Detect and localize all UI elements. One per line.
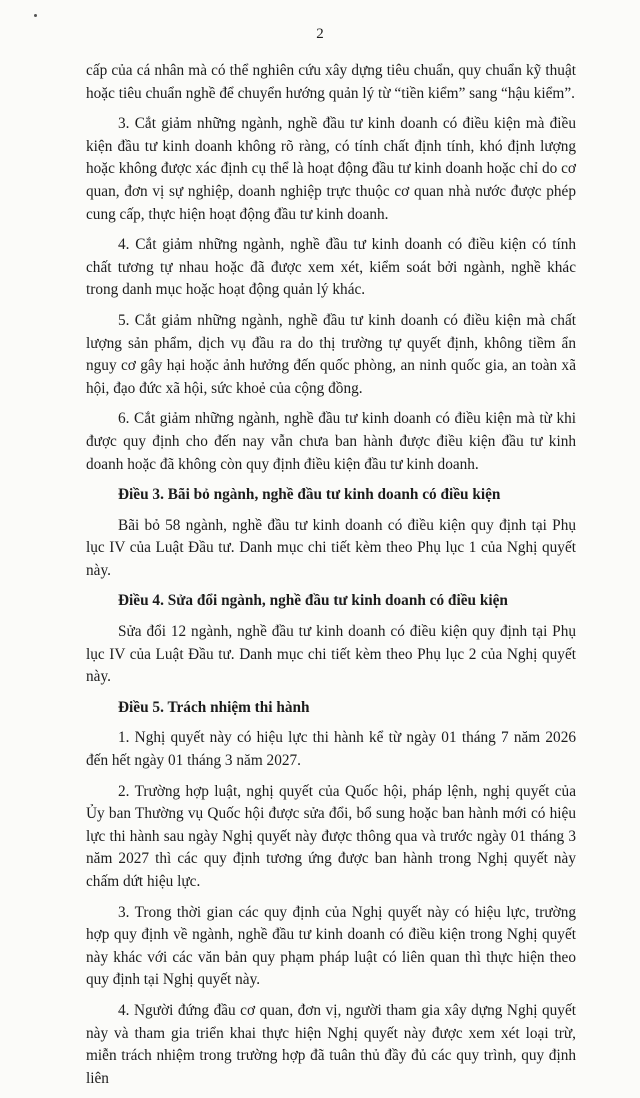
article-heading: Điều 3. Bãi bỏ ngành, nghề đầu tư kinh doanh có điều kiện xyxy=(118,486,501,504)
paragraph: 4. Cắt giảm những ngành, nghề đầu tư kinh doanh có điều kiện có tính chất tương tự nhau hoặc đã được xem xét, kiểm soát bởi ngành, nghề khác trong danh mục hoặc hoạt động quản lý khác. xyxy=(86,236,576,299)
paragraph: 1. Nghị quyết này có hiệu lực thi hành kể từ ngày 01 tháng 7 năm 2026 đến hết ngày 01 tháng 3 năm 2027. xyxy=(86,729,576,770)
document-body xyxy=(86,60,576,1098)
paragraph: 4. Người đứng đầu cơ quan, đơn vị, người tham gia xây dựng Nghị quyết này và tham gia triển khai thực hiện Nghị quyết này được xem xét loại trừ, miễn trách nhiệm trong trường hợp đã tuân thủ đầy đủ các quy trình, quy định liên xyxy=(86,1001,576,1087)
paragraph: 2. Trường hợp luật, nghị quyết của Quốc hội, pháp lệnh, nghị quyết của Ủy ban Thường vụ Quốc hội được sửa đổi, bổ sung hoặc ban hành mới có hiệu lực thi hành sau ngày Nghị quyết này được thông qua và trước ngày 01 tháng 3 năm 2027 thì các quy định tương ứng được ban hành trong Nghị quyết này chấm dứt hiệu lực. xyxy=(86,782,576,890)
paragraph: 3. Trong thời gian các quy định của Nghị quyết này có hiệu lực, trường hợp quy định về ngành, nghề đầu tư kinh doanh có điều kiện trong Nghị quyết này khác với các văn bản quy phạm pháp luật có liên quan thì thực hiện theo quy định tại Nghị quyết này. xyxy=(86,903,576,989)
paragraph: 6. Cắt giảm những ngành, nghề đầu tư kinh doanh có điều kiện mà từ khi được quy định cho đến nay vẫn chưa ban hành được điều kiện đầu tư kinh doanh hoặc đã không còn quy định điều kiện đầu tư kinh doanh. xyxy=(86,410,576,473)
article-heading: Điều 4. Sửa đổi ngành, nghề đầu tư kinh doanh có điều kiện xyxy=(118,592,508,610)
paragraph: 3. Cắt giảm những ngành, nghề đầu tư kinh doanh có điều kiện mà điều kiện đầu tư kinh doanh không rõ ràng, có tính chất định tính, khó định lượng hoặc không được xác định cụ thể là hoạt động đầu tư kinh doanh hoặc chỉ do cơ quan, đơn vị sự nghiệp, doanh nghiệp trực thuộc cơ quan nhà nước được phép cung cấp, thực hiện hoạt động đầu tư kinh doanh. xyxy=(86,115,576,223)
paragraph: Sửa đổi 12 ngành, nghề đầu tư kinh doanh có điều kiện quy định tại Phụ lục IV của Luật Đầu tư. Danh mục chi tiết kèm theo Phụ lục 2 của Nghị quyết này. xyxy=(86,623,576,686)
page-number: 2 xyxy=(316,26,324,42)
paragraph: Bãi bỏ 58 ngành, nghề đầu tư kinh doanh có điều kiện quy định tại Phụ lục IV của Luật Đầu tư. Danh mục chi tiết kèm theo Phụ lục 1 của Nghị quyết này. xyxy=(86,516,576,579)
scan-artifact xyxy=(34,14,37,17)
article-heading: Điều 5. Trách nhiệm thi hành xyxy=(118,698,310,716)
paragraph: 5. Cắt giảm những ngành, nghề đầu tư kinh doanh có điều kiện mà chất lượng sản phẩm, dịch vụ đầu ra do thị trường tự quyết định, không tiềm ẩn nguy cơ gây hại hoặc ảnh hưởng đến quốc phòng, an ninh quốc gia, an toàn xã hội, đạo đức xã hội, sức khoẻ của cộng đồng. xyxy=(86,311,576,397)
paragraph: cấp của cá nhân mà có thể nghiên cứu xây dựng tiêu chuẩn, quy chuẩn kỹ thuật hoặc tiêu chuẩn nghề để chuyển hướng quản lý từ “tiền kiểm” sang “hậu kiểm”. xyxy=(86,62,576,102)
